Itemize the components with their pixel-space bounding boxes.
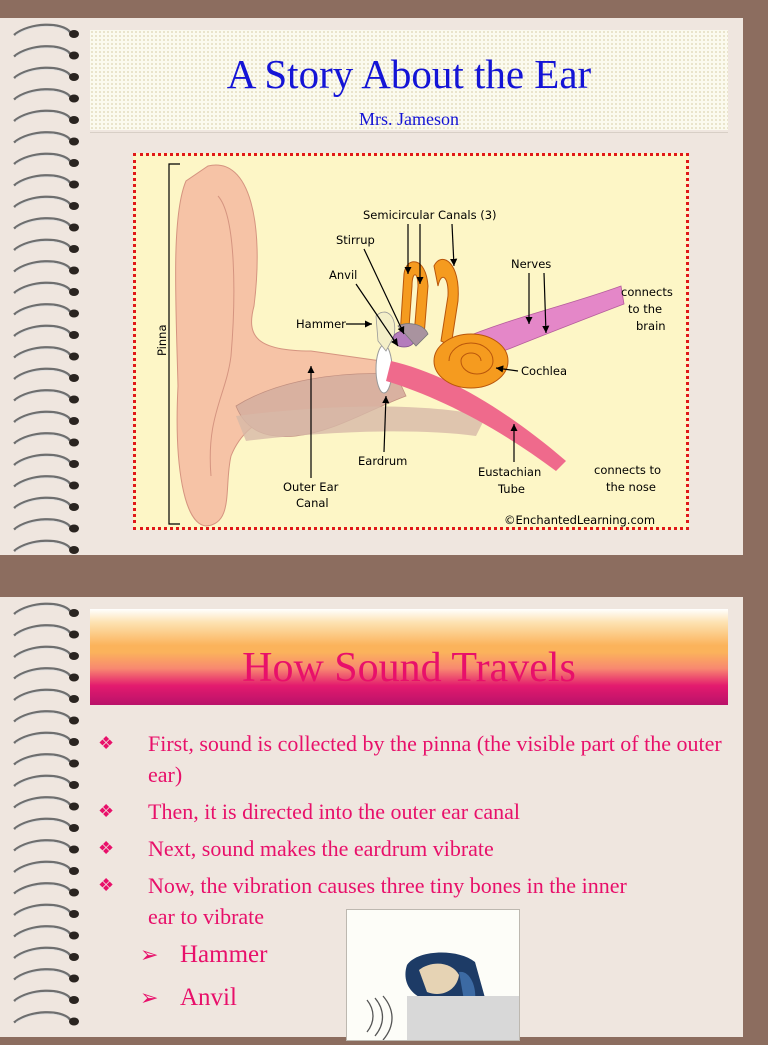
spiral-ring-highlight bbox=[16, 971, 68, 980]
label-outer-ear-canal-2: Canal bbox=[296, 496, 329, 510]
slide-1-page bbox=[82, 18, 743, 555]
ear-diagram bbox=[133, 153, 689, 530]
spiral-ring-highlight bbox=[16, 220, 68, 229]
spiral-hole bbox=[69, 631, 79, 639]
spiral-ring-highlight bbox=[16, 435, 68, 444]
spiral-hole bbox=[69, 138, 79, 146]
credit-text: ©EnchantedLearning.com bbox=[504, 513, 656, 527]
spiral-hole bbox=[69, 760, 79, 768]
spiral-hole bbox=[69, 824, 79, 832]
spiral-ring-highlight bbox=[16, 713, 68, 722]
divider bbox=[90, 132, 728, 133]
label-connects-nose-1: connects to bbox=[594, 463, 662, 477]
spiral-hole bbox=[69, 695, 79, 703]
spiral-hole bbox=[69, 932, 79, 940]
bullet-diamond-icon: ❖ bbox=[98, 733, 115, 753]
spiral-hole bbox=[69, 1018, 79, 1026]
label-cochlea: Cochlea bbox=[521, 364, 567, 378]
label-connects-brain-2: to the bbox=[628, 302, 663, 316]
spiral-ring-highlight bbox=[16, 241, 68, 250]
title-banner bbox=[90, 30, 728, 130]
slide-2 bbox=[0, 597, 743, 1037]
spiral-hole bbox=[69, 288, 79, 296]
sub-list-item: ➢ Anvil bbox=[98, 981, 738, 1015]
ear-anatomy-illustration bbox=[136, 156, 686, 527]
label-eustachian-2: Tube bbox=[498, 482, 525, 496]
spiral-hole bbox=[69, 546, 79, 554]
spiral-ring-highlight bbox=[16, 155, 68, 164]
label-connects-brain-3: brain bbox=[636, 319, 666, 333]
spiral-hole bbox=[69, 910, 79, 918]
sub-list-item: ➢ Hammer bbox=[98, 938, 738, 972]
spiral-ring-highlight bbox=[16, 1014, 68, 1023]
spiral-hole bbox=[69, 353, 79, 361]
label-nerves: Nerves bbox=[511, 257, 552, 271]
spiral-ring-highlight bbox=[16, 26, 68, 35]
spiral-ring-highlight bbox=[16, 885, 68, 894]
spiral-ring-highlight bbox=[16, 198, 68, 207]
list-item: ❖ Next, sound makes the eardrum vibrate bbox=[98, 833, 738, 864]
spiral-hole bbox=[69, 953, 79, 961]
spiral-ring-highlight bbox=[16, 263, 68, 272]
slide-title: A Story About the Ear bbox=[226, 51, 592, 97]
spiral-hole bbox=[69, 331, 79, 339]
ear-thumbnail-icon bbox=[347, 910, 519, 1040]
spiral-binding-icon bbox=[0, 597, 90, 1037]
arrow-bullet-icon: ➢ bbox=[140, 985, 159, 1010]
spiral-ring-highlight bbox=[16, 949, 68, 958]
list-item: ❖ First, sound is collected by the pinna (the visible part of the outer ear) bbox=[98, 728, 738, 790]
spiral-ring-highlight bbox=[16, 349, 68, 358]
spiral-ring-highlight bbox=[16, 456, 68, 465]
label-connects-nose-2: the nose bbox=[606, 480, 656, 494]
spiral-hole bbox=[69, 245, 79, 253]
label-connects-brain-1: connects bbox=[621, 285, 673, 299]
spiral-ring-highlight bbox=[16, 134, 68, 143]
spiral-hole bbox=[69, 889, 79, 897]
arrow-bullet-icon: ➢ bbox=[140, 942, 159, 967]
spiral-hole bbox=[69, 996, 79, 1004]
spiral-ring-highlight bbox=[16, 605, 68, 614]
spiral-ring-highlight bbox=[16, 820, 68, 829]
spiral-hole bbox=[69, 116, 79, 124]
spiral-ring-highlight bbox=[16, 177, 68, 186]
spiral-hole bbox=[69, 439, 79, 447]
spiral-hole bbox=[69, 95, 79, 103]
spiral-hole bbox=[69, 609, 79, 617]
spiral-hole bbox=[69, 482, 79, 490]
spiral-hole bbox=[69, 202, 79, 210]
spiral-hole bbox=[69, 224, 79, 232]
spiral-hole bbox=[69, 781, 79, 789]
list-item: ❖ Now, the vibration causes three tiny bones in the inner ear to vibrate bbox=[98, 870, 738, 932]
spiral-ring-highlight bbox=[16, 392, 68, 401]
spiral-hole bbox=[69, 396, 79, 404]
spiral-ring-highlight bbox=[16, 521, 68, 530]
label-semicircular-canals: Semicircular Canals (3) bbox=[363, 208, 497, 222]
spiral-hole bbox=[69, 717, 79, 725]
spiral-ring-highlight bbox=[16, 799, 68, 808]
spiral-hole bbox=[69, 503, 79, 511]
spiral-hole bbox=[69, 73, 79, 81]
list-item: ❖ Then, it is directed into the outer ear canal bbox=[98, 796, 738, 827]
spiral-hole bbox=[69, 803, 79, 811]
spiral-ring-highlight bbox=[16, 842, 68, 851]
spiral-hole bbox=[69, 846, 79, 854]
spiral-hole bbox=[69, 674, 79, 682]
ear-thumbnail-image bbox=[346, 909, 520, 1041]
pinna-shape bbox=[176, 165, 384, 526]
label-anvil: Anvil bbox=[329, 268, 358, 282]
spiral-hole bbox=[69, 30, 79, 38]
spiral-ring-highlight bbox=[16, 627, 68, 636]
slide-title: How Sound Travels bbox=[242, 645, 576, 691]
spiral-ring-highlight bbox=[16, 370, 68, 379]
spiral-ring-highlight bbox=[16, 906, 68, 915]
bullet-diamond-icon: ❖ bbox=[98, 801, 115, 821]
spiral-hole bbox=[69, 52, 79, 60]
cochlea-shape bbox=[434, 334, 508, 388]
spiral-ring-highlight bbox=[16, 648, 68, 657]
bullet-diamond-icon: ❖ bbox=[98, 838, 115, 858]
label-pinna: Pinna bbox=[155, 324, 169, 356]
spiral-ring-highlight bbox=[16, 327, 68, 336]
spiral-hole bbox=[69, 374, 79, 382]
spiral-hole bbox=[69, 975, 79, 983]
spiral-ring-highlight bbox=[16, 91, 68, 100]
spiral-hole bbox=[69, 181, 79, 189]
spiral-ring-highlight bbox=[16, 992, 68, 1001]
spiral-ring-highlight bbox=[16, 670, 68, 679]
label-outer-ear-canal-1: Outer Ear bbox=[283, 480, 339, 494]
spiral-hole bbox=[69, 159, 79, 167]
label-stirrup: Stirrup bbox=[336, 233, 375, 247]
spiral-hole bbox=[69, 738, 79, 746]
slide-subtitle: Mrs. Jameson bbox=[359, 109, 459, 129]
spiral-ring-highlight bbox=[16, 542, 68, 551]
spiral-hole bbox=[69, 525, 79, 533]
spiral-hole bbox=[69, 417, 79, 425]
spiral-hole bbox=[69, 267, 79, 275]
slide-2-page bbox=[82, 597, 743, 1037]
bullet-diamond-icon: ❖ bbox=[98, 875, 115, 895]
spiral-hole bbox=[69, 652, 79, 660]
title-banner bbox=[90, 609, 728, 705]
spiral-ring-highlight bbox=[16, 413, 68, 422]
spiral-ring-highlight bbox=[16, 756, 68, 765]
spiral-ring-highlight bbox=[16, 306, 68, 315]
spiral-ring-highlight bbox=[16, 691, 68, 700]
label-eustachian-1: Eustachian bbox=[478, 465, 542, 479]
spiral-binding-icon bbox=[0, 18, 90, 555]
spiral-ring-highlight bbox=[16, 734, 68, 743]
spiral-hole bbox=[69, 310, 79, 318]
spiral-hole bbox=[69, 460, 79, 468]
spiral-ring-highlight bbox=[16, 777, 68, 786]
label-hammer: Hammer bbox=[296, 317, 346, 331]
spiral-ring-highlight bbox=[16, 928, 68, 937]
spiral-ring-highlight bbox=[16, 48, 68, 57]
spiral-ring-highlight bbox=[16, 499, 68, 508]
spiral-ring-highlight bbox=[16, 284, 68, 293]
spiral-ring-highlight bbox=[16, 112, 68, 121]
spiral-ring-highlight bbox=[16, 478, 68, 487]
spiral-hole bbox=[69, 867, 79, 875]
label-eardrum: Eardrum bbox=[358, 454, 408, 468]
spiral-ring-highlight bbox=[16, 69, 68, 78]
spiral-ring-highlight bbox=[16, 863, 68, 872]
slide-1 bbox=[0, 18, 743, 555]
